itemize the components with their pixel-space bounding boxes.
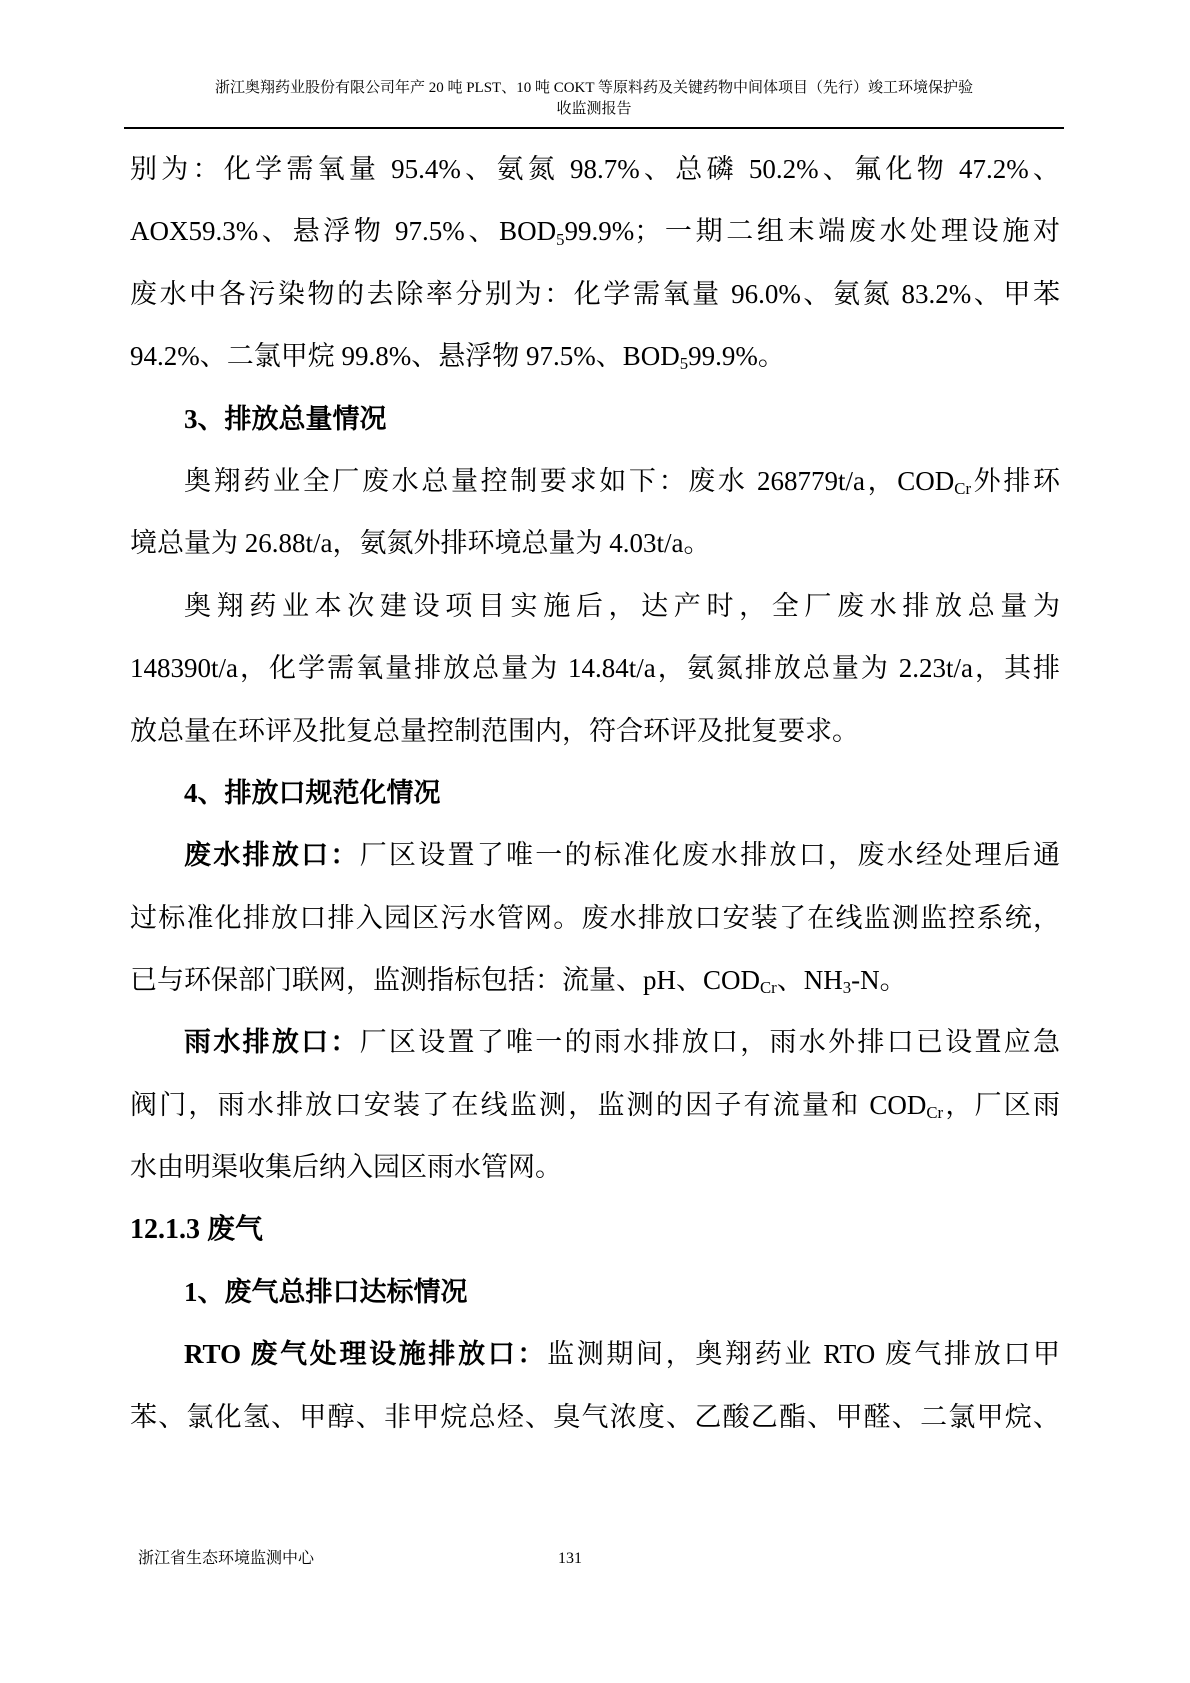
text-run: 外排环 xyxy=(971,465,1060,496)
bold-run: 4、排放口规范化情况 xyxy=(184,777,441,808)
subscript-text: 5 xyxy=(679,354,689,374)
text-run: 苯、氯化氢、甲醇、非甲烷总烃、臭气浓度、乙酸乙酯、甲醛、二氯甲烷、 xyxy=(130,1401,1060,1432)
section-heading xyxy=(130,762,1060,824)
text-line xyxy=(130,1074,1060,1136)
page-number: 131 xyxy=(558,1550,582,1567)
text-run: 别为：化学需氧量 95.4%、氨氮 98.7%、总磷 50.2%、氟化物 47.2%、 xyxy=(130,154,1060,184)
text-line xyxy=(130,887,1060,949)
bold-run: 废水排放口： xyxy=(184,840,360,871)
text-run: 厂区设置了唯一的标准化废水排放口，废水经处理后通 xyxy=(359,840,1060,871)
text-run: 奥翔药业全厂废水总量控制要求如下：废水 268779t/a，COD xyxy=(184,465,955,496)
subscript-text: 5 xyxy=(556,229,565,249)
text-run: ，厂区雨 xyxy=(943,1089,1060,1120)
text-run: -N。 xyxy=(851,965,907,996)
page-header xyxy=(124,78,1064,129)
text-line xyxy=(130,824,1060,886)
subscript-text: 3 xyxy=(842,978,852,998)
bold-run: 1、废气总排口达标情况 xyxy=(184,1277,468,1308)
subscript-text: Cr xyxy=(926,1103,944,1123)
bold-run: 雨水排放口： xyxy=(184,1027,360,1058)
text-line xyxy=(130,1136,1060,1198)
text-line xyxy=(130,949,1060,1011)
section-heading xyxy=(130,1261,1060,1323)
bold-run: RTO 废气处理设施排放口： xyxy=(184,1339,548,1370)
text-run: 94.2%、二氯甲烷 99.8%、悬浮物 97.5%、BOD xyxy=(130,341,680,372)
text-line xyxy=(130,575,1060,637)
text-run: 厂区设置了唯一的雨水排放口，雨水外排口已设置应急 xyxy=(359,1027,1060,1058)
header-title-line2: 收监测报告 xyxy=(556,101,632,117)
text-line xyxy=(130,1323,1060,1385)
text-run: 99.9%；一期二组末端废水处理设施对 xyxy=(564,216,1060,247)
text-line xyxy=(130,200,1060,262)
text-run: 阀门，雨水排放口安装了在线监测，监测的因子有流量和 COD xyxy=(130,1089,927,1120)
text-run: 、NH xyxy=(776,965,843,996)
text-run: 148390t/a，化学需氧量排放总量为 14.84t/a，氨氮排放总量为 2.23t/a，其排 xyxy=(130,653,1060,684)
text-run: 放总量在环评及批复总量控制范围内，符合环评及批复要求。 xyxy=(130,715,859,746)
text-run: 已与环保部门联网，监测指标包括：流量、pH、COD xyxy=(130,965,761,996)
header-title-line1: 浙江奥翔药业股份有限公司年产 20 吨 PLST、10 吨 COKT 等原料药及关键药物中间体项目（先行）竣工环境保护验 xyxy=(214,80,974,96)
text-line xyxy=(130,263,1060,325)
text-run: 过标准化排放口排入园区污水管网。废水排放口安装了在线监测监控系统， xyxy=(130,902,1060,933)
bold-run: 12.1.3 废气 xyxy=(130,1213,264,1245)
bold-run: 3、排放总量情况 xyxy=(184,403,387,434)
text-run: AOX59.3%、悬浮物 97.5%、BOD xyxy=(130,216,557,247)
text-run: 水由明渠收集后纳入园区雨水管网。 xyxy=(130,1152,562,1183)
section-heading xyxy=(130,1199,1060,1261)
text-line xyxy=(130,450,1060,512)
document-body xyxy=(130,138,1060,1448)
text-run: 境总量为 26.88t/a，氨氮外排环境总量为 4.03t/a。 xyxy=(130,528,711,559)
text-run: 废水中各污染物的去除率分别为：化学需氧量 96.0%、氨氮 83.2%、甲苯 xyxy=(130,278,1060,309)
text-line xyxy=(130,1386,1060,1448)
subscript-text: Cr xyxy=(954,479,972,499)
text-line xyxy=(130,138,1060,200)
text-line xyxy=(130,637,1060,699)
text-run: 99.9%。 xyxy=(688,341,785,372)
text-run: 监测期间，奥翔药业 RTO 废气排放口甲 xyxy=(547,1339,1060,1370)
subscript-text: Cr xyxy=(760,978,777,998)
text-line xyxy=(130,700,1060,762)
text-line xyxy=(130,512,1060,574)
text-line xyxy=(130,325,1060,387)
text-run: 奥翔药业本次建设项目实施后，达产时，全厂废水排放总量为 xyxy=(184,590,1060,621)
section-heading xyxy=(130,388,1060,450)
footer-organization: 浙江省生态环境监测中心 xyxy=(138,1550,315,1567)
text-line xyxy=(130,1011,1060,1073)
